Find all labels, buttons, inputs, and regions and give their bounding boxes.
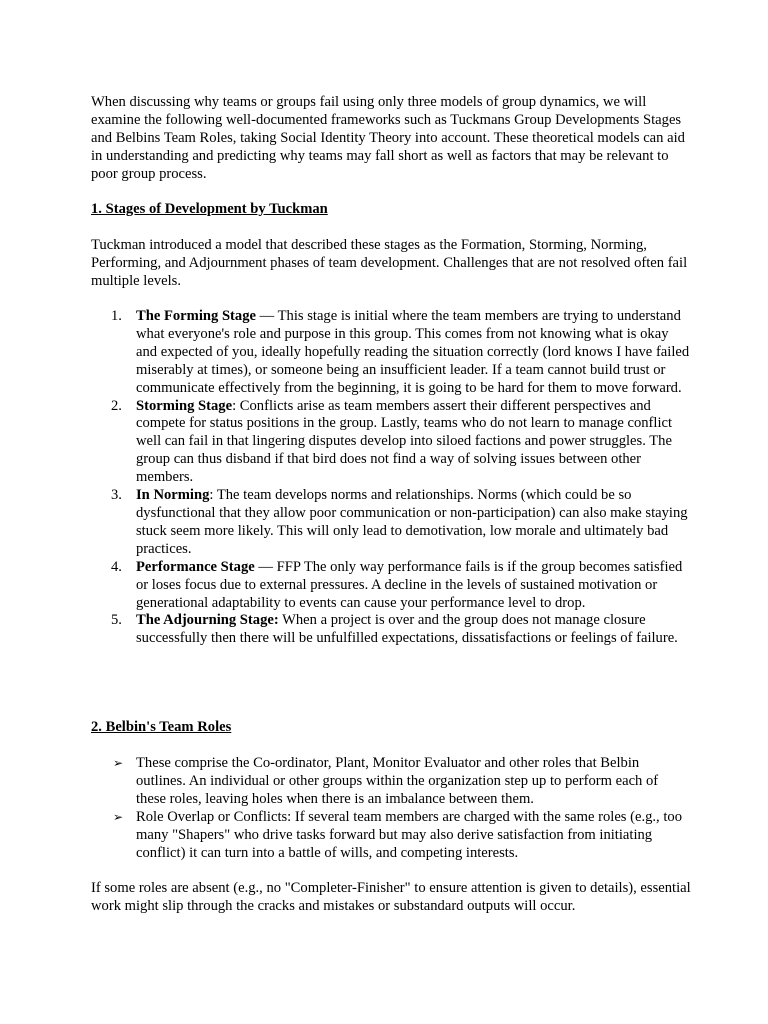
stage-description: : The team develops norms and relationships. Norms (which could be so dysfunctional that they allow poor communication or non-participation) can also make staying stuck seem more likely. This will only lead to demotivation, low morale and ultimately bad practices. [136,487,688,557]
section-heading-tuckman: 1. Stages of Development by Tuckman [91,201,328,217]
list-number: 4. [111,558,122,575]
stage-term: In Norming [136,487,210,504]
list-item [91,612,691,648]
list-item [91,308,691,398]
tuckman-stages-list [91,308,691,648]
list-number: 1. [111,308,122,324]
list-item [91,559,691,613]
stage-description: — FFP The only way performance fails is if the group becomes satisfied or loses focus due to external pressures. A decline in the levels of sustained motivation or generational adaptability to events can cause your performance level to drop. [136,558,683,611]
stage-description: When a project is over and the group does not manage closure successfully then there will be unfulfilled expectations, dissatisfactions or feelings of failure. [136,612,678,647]
stage-term: Storming Stage [136,397,233,414]
list-item [91,809,691,863]
stage-term: The Forming Stage [136,308,256,324]
stage-term: The Adjourning Stage: [136,612,279,629]
stage-description: — This stage is initial where the team members are trying to understand what everyone's role and purpose in this group. This comes from not knowing what is okay and expected of you, ideally hopefully reading the situation correctly (lord knows I have failed miserably at times), or someone being an insufficient leader. If a team cannot build trust or communicate effectively from the beginning, it is going to be hard for them to move forward. [136,308,690,396]
section-heading-belbin: 2. Belbin's Team Roles [91,719,232,735]
list-item [91,398,691,488]
list-number: 2. [111,397,122,414]
list-item [91,755,691,809]
stage-description: : Conflicts arise as team members assert their different perspectives and compete for status positions in the group. Lastly, teams who do not learn to manage conflict well can fail in that lingering disputes develop into siloed factions and power struggles. The group can thus disband if that bird does not find a way of solving issues between other members. [136,397,673,486]
tuckman-intro-paragraph: Tuckman introduced a model that described these stages as the Formation, Storming, Norming, Performing, and Adjournment phases of team development. Challenges that are not resolved often fail multiple levels. [91,237,688,289]
intro-paragraph: When discussing why teams or groups fail using only three models of group dynamics, we will examine the following well-documented frameworks such as Tuckmans Group Developments Stages and Belbins Team Roles, taking Social Identity Theory into account. These theoretical models can aid in understanding and predicting why teams may fall short as well as factors that may be relevant to poor group process. [91,94,685,182]
list-number: 5. [111,612,122,629]
arrowhead-bullet-icon: ➢ [113,809,124,824]
bullet-text: These comprise the Co-ordinator, Plant, Monitor Evaluator and other roles that Belbin outlines. An individual or other groups within the organization step up to perform each of these roles, leaving holes when there is an imbalance between them. [136,755,659,807]
list-number: 3. [111,487,122,504]
list-item [91,487,691,559]
stage-term: Performance Stage [136,558,255,575]
closing-paragraph: If some roles are absent (e.g., no "Completer-Finisher" to ensure attention is given to details), essential work might slip through the cracks and mistakes or substandard outputs will occur. [91,880,691,914]
belbin-roles-list [91,755,691,862]
bullet-text: Role Overlap or Conflicts: If several team members are charged with the same roles (e.g., too many "Shapers" who drive tasks forward but may also derive satisfaction from initiating conflict) it can turn into a battle of wills, and competing interests. [136,808,682,861]
arrowhead-bullet-icon: ➢ [113,756,124,770]
